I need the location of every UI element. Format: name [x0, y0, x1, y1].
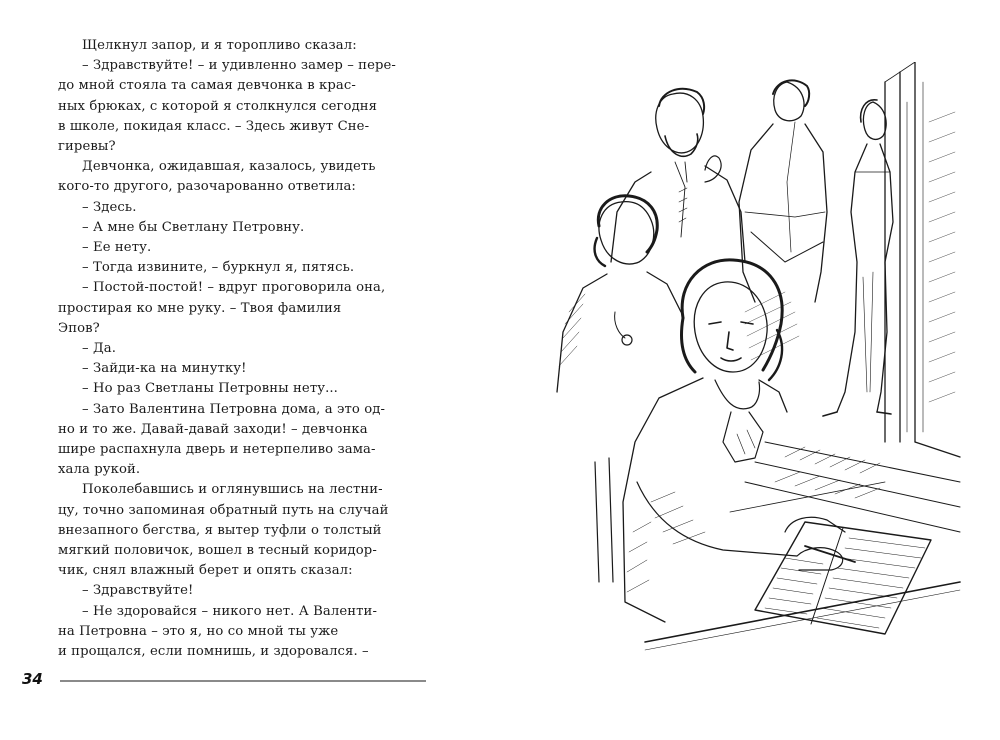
footer-rule [60, 680, 426, 682]
line-26: мягкий половичок, вошел в тесный коридор- [58, 543, 377, 559]
line-7: Девчонка, ожидавшая, казалось, увидеть [82, 159, 376, 175]
line-25: внезапного бегства, я вытер туфли о толстый [58, 522, 382, 538]
book-illustration [555, 62, 965, 652]
line-10: – А мне бы Светлану Петровну. [82, 219, 305, 235]
line-27: чик, снял влажный берет и опять сказал: [58, 563, 353, 579]
line-17: – Зайди-ка на минутку! [82, 361, 247, 377]
line-19: – Зато Валентина Петровна дома, а это од- [82, 401, 386, 417]
line-8: кого-то другого, разочарованно ответила: [58, 179, 356, 195]
line-3: до мной стояла та самая девчонка в крас- [58, 78, 356, 94]
line-31: и прощался, если помнишь, и здоровался. – [58, 644, 369, 660]
line-12: – Тогда извините, – буркнул я, пятясь. [82, 260, 355, 276]
line-11: – Ее нету. [82, 240, 152, 256]
line-20: но и то же. Давай-давай заходи! – девчонка [58, 421, 368, 437]
text-column [58, 36, 426, 662]
line-23: Поколебавшись и оглянувшись на лестни- [82, 482, 383, 498]
line-22: хала рукой. [58, 462, 141, 478]
line-24: цу, точно запоминая обратный путь на случай [58, 502, 389, 518]
line-18: – Но раз Светланы Петровны нету... [82, 381, 338, 397]
line-28: – Здравствуйте! [82, 583, 194, 599]
line-1: Щелкнул запор, и я торопливо сказал: [82, 38, 357, 53]
line-9: – Здесь. [82, 199, 137, 215]
line-29: – Не здоровайся – никого нет. А Валенти- [82, 603, 377, 619]
line-2: – Здравствуйте! – и удивленно замер – пере- [82, 58, 396, 74]
line-14: простирая ко мне руку. – Твоя фамилия [58, 300, 342, 316]
line-21: шире распахнула дверь и нетерпеливо зама- [58, 442, 376, 458]
line-13: – Постой-постой! – вдруг проговорила она, [82, 280, 386, 296]
line-16: – Да. [82, 341, 117, 357]
line-5: в школе, покидая класс. – Здесь живут Сне- [58, 118, 370, 134]
line-4: ных брюках, с которой я столкнулся сегодня [58, 98, 378, 114]
line-6: гиревы? [58, 139, 116, 155]
page-number: 34 [22, 670, 43, 688]
line-15: Эпов? [58, 320, 100, 336]
line-30: на Петровна – это я, но со мной ты уже [58, 623, 339, 639]
